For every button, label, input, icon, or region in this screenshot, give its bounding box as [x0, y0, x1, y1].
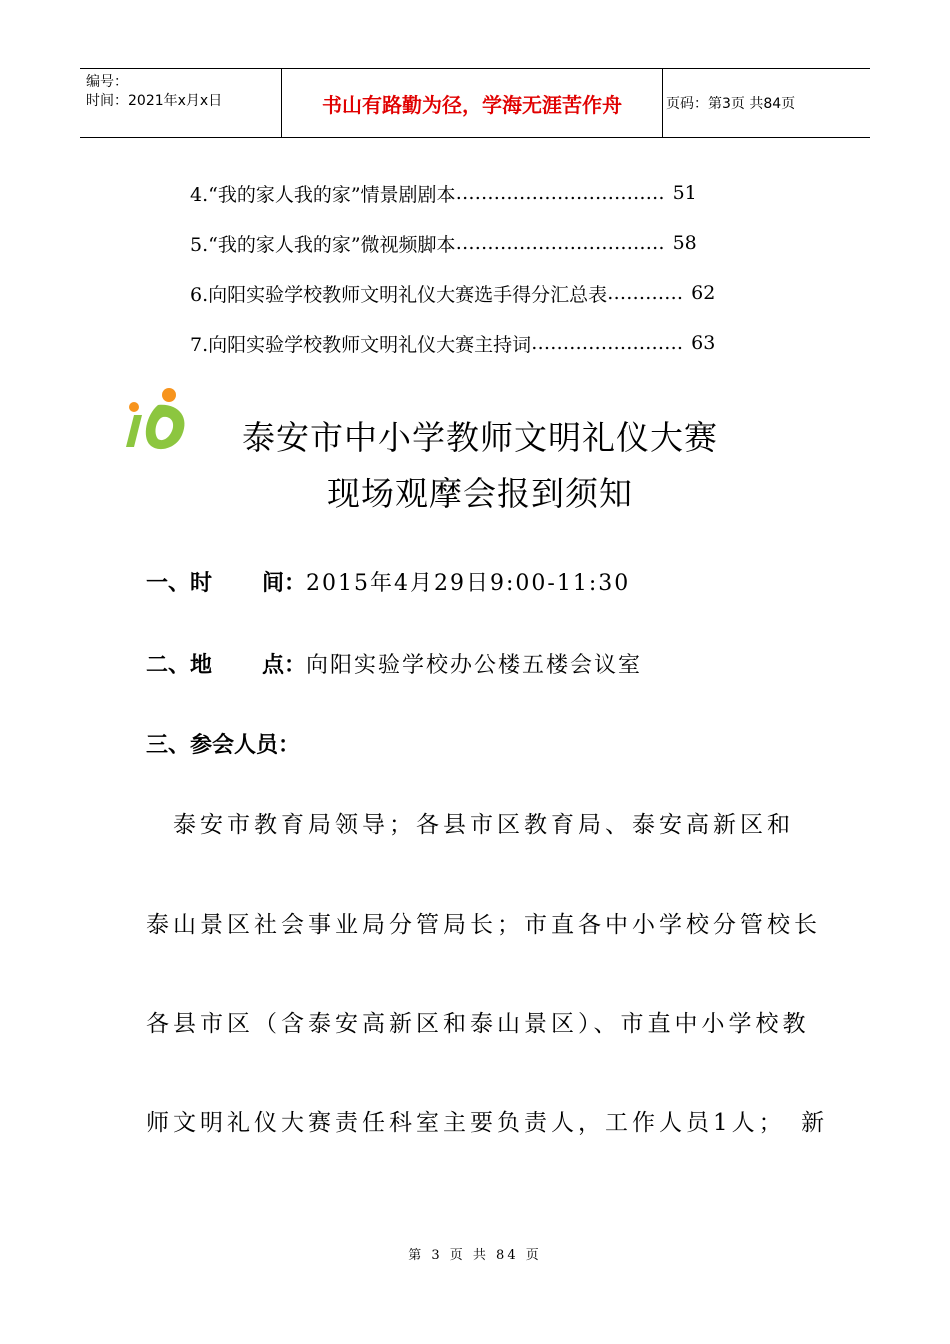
- page-header: [80, 68, 870, 138]
- time-label-b: 间：: [262, 571, 307, 596]
- document-title-line1: 泰安市中小学教师文明礼仪大赛: [242, 418, 718, 457]
- toc-item: [190, 318, 810, 368]
- header-motto: 书山有路勤为径，学海无涯苦作舟: [281, 69, 663, 137]
- attendees-row: [146, 728, 300, 759]
- toc-item-page: 58: [672, 232, 697, 254]
- page-footer: 第 3 页 共 84 页: [408, 1248, 542, 1263]
- attendees-label: 三、参会人员：: [146, 733, 301, 758]
- toc-item-text: 5.“我的家人我的家”微视频脚本: [190, 233, 456, 256]
- body-paragraph-line: 泰安市教育局领导；各县市区教育局、泰安高新区和: [146, 812, 794, 838]
- toc-item-dots: ……………………: [531, 332, 684, 354]
- toc-item: [190, 268, 810, 318]
- toc-item: [190, 168, 810, 218]
- toc-item-text: 6.向阳实验学校教师文明礼仪大赛选手得分汇总表: [190, 283, 608, 306]
- place-row: [146, 648, 642, 679]
- time-label-a: 一、时: [146, 571, 213, 596]
- place-value: 向阳实验学校办公楼五楼会议室: [306, 653, 643, 678]
- toc-item-dots: ……………………………: [455, 182, 665, 204]
- body-paragraph-line: 师文明礼仪大赛责任科室主要负责人，工作人员1人； 新: [146, 1110, 829, 1136]
- time-label: 时间：2021年x月x日: [86, 93, 223, 109]
- place-label-a: 二、地: [146, 653, 213, 678]
- time-value: 2015年4月29日9:00-11:30: [306, 571, 631, 596]
- toc-item-text: 4.“我的家人我的家”情景剧剧本: [190, 183, 456, 206]
- document-title-line2: 现场观摩会报到须知: [327, 474, 633, 513]
- body-paragraph-line: 各县市区（含泰安高新区和泰山景区）、市直中小学校教: [146, 1011, 810, 1037]
- logo-icon: [120, 385, 195, 455]
- toc-item-dots: ……………………………: [455, 232, 665, 254]
- table-of-contents: [190, 168, 810, 368]
- toc-item: [190, 218, 810, 268]
- time-row: [146, 566, 630, 597]
- toc-item-dots: …………: [607, 282, 684, 304]
- number-label: 编号：: [86, 74, 128, 90]
- toc-item-page: 51: [672, 182, 697, 204]
- toc-item-text: 7.向阳实验学校教师文明礼仪大赛主持词: [190, 333, 532, 356]
- toc-item-page: 63: [691, 332, 716, 354]
- place-label-b: 点：: [262, 653, 307, 678]
- header-meta: [86, 73, 222, 111]
- body-paragraph-line: 泰山景区社会事业局分管局长；市直各中小学校分管校长: [146, 912, 821, 938]
- header-page-label: 页码：第3页 共84页: [666, 96, 796, 112]
- toc-item-page: 62: [691, 282, 716, 304]
